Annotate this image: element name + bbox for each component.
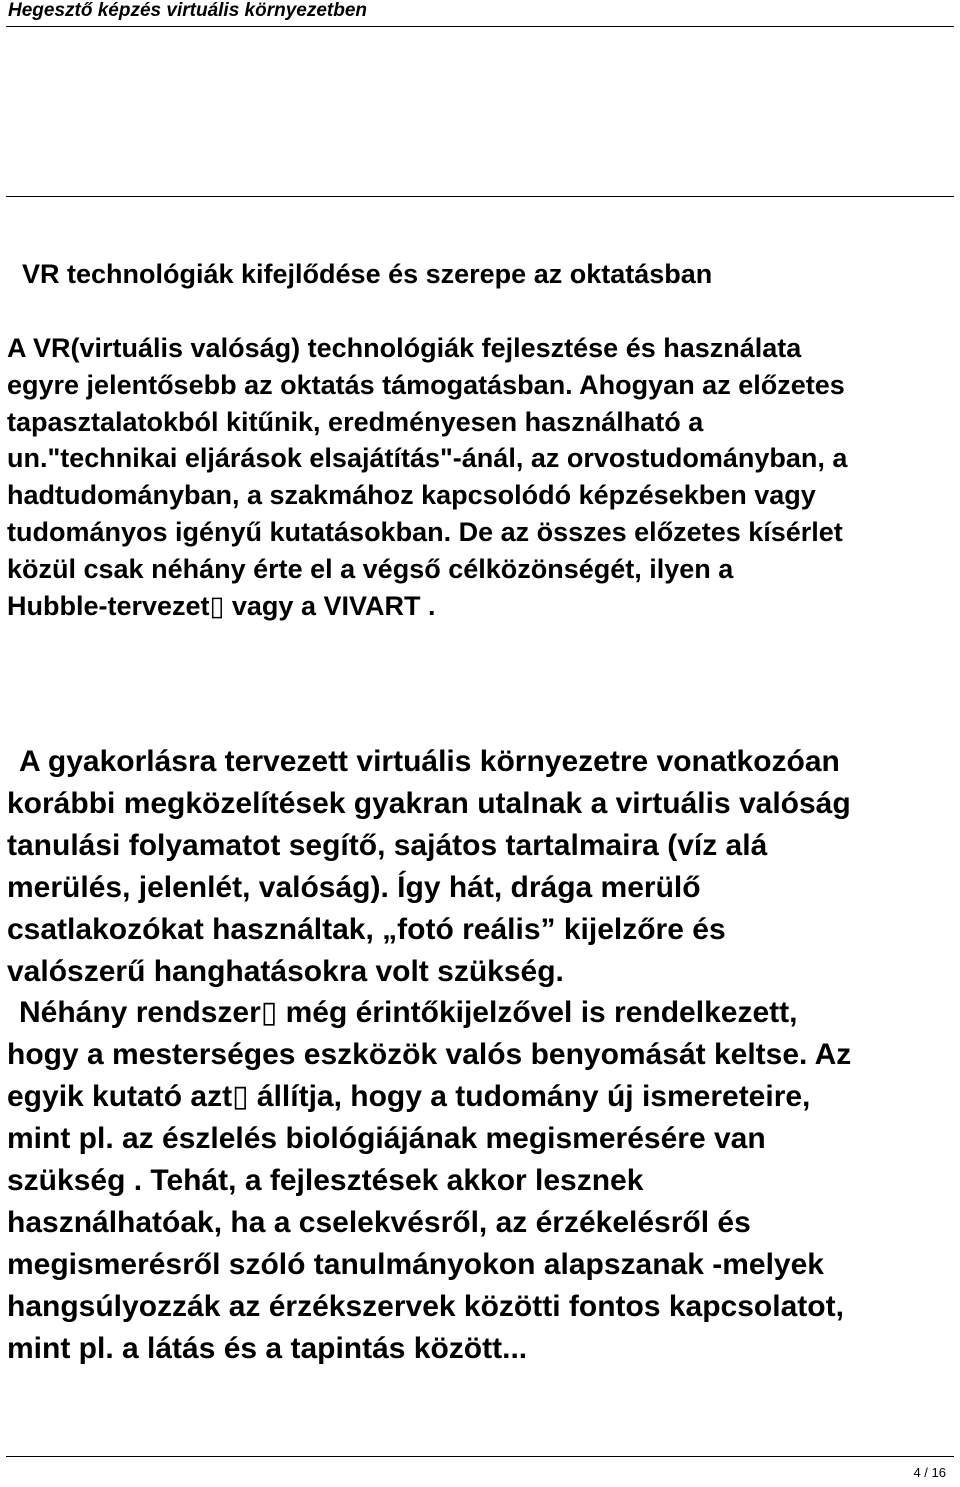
- paragraph-line: megismerésről szóló tanulmányokon alapszanak -melyek: [7, 1247, 824, 1281]
- document-header-title: Hegesztő képzés virtuális környezetben: [8, 0, 368, 21]
- paragraph-line: A gyakorlásra tervezett virtuális környezetre vonatkozóan: [19, 745, 840, 778]
- paragraph-line: tapasztalatokból kitűnik, eredményesen használható a: [7, 406, 704, 437]
- paragraph-line: merülés, jelenlét, valóság). Így hát, drága merülő: [7, 870, 701, 904]
- paragraph-line: tanulási folyamatot segítő, sajátos tartalmaira (víz alá: [7, 828, 768, 862]
- paragraph-line: közül csak néhány érte el a végső célközönségét, ilyen a: [7, 553, 734, 584]
- paragraph-line: csatlakozókat használtak, „fotó reális” kijelzőre és: [7, 912, 726, 946]
- footer-divider: [6, 1456, 954, 1457]
- paragraph-line: egyre jelentősebb az oktatás támogatásban. Ahogyan az előzetes: [7, 369, 845, 400]
- page-number: 4 / 16: [913, 1465, 946, 1480]
- paragraph-line: hogy a mesterséges eszközök valós benyomását keltse. Az: [7, 1038, 852, 1072]
- paragraph-intro: [7, 330, 957, 624]
- paragraph-line: mint pl. az észlelés biológiájának megismerésére van: [7, 1122, 766, 1156]
- header-divider: [6, 26, 954, 27]
- paragraph-line: valószerű hanghatásokra volt szükség.: [7, 954, 564, 988]
- paragraph-line: hangsúlyozzák az érzékszervek közötti fontos kapcsolatot,: [7, 1289, 844, 1323]
- paragraph-line: korábbi megközelítések gyakran utalnak a virtuális valóság: [7, 786, 851, 820]
- paragraph-line: Hubble-tervezet▯ vagy a VIVART .: [7, 590, 436, 621]
- paragraph-line: egyik kutató azt▯ állítja, hogy a tudomány új ismereteire,: [7, 1080, 811, 1114]
- paragraph-line: használhatóak, ha a cselekvésről, az érzékelésről és: [7, 1205, 751, 1239]
- paragraph-main: [7, 741, 957, 1370]
- paragraph-line: mint pl. a látás és a tapintás között...: [7, 1331, 528, 1365]
- paragraph-line: Néhány rendszer▯ még érintőkijelzővel is rendelkezett,: [19, 996, 798, 1030]
- paragraph-line: A VR(virtuális valóság) technológiák fejlesztése és használata: [7, 333, 802, 363]
- paragraph-line: tudományos igényű kutatásokban. De az összes előzetes kísérlet: [7, 516, 843, 547]
- section-divider: [6, 196, 954, 197]
- section-heading: VR technológiák kifejlődése és szerepe az oktatásban: [22, 259, 713, 289]
- paragraph-line: szükség . Tehát, a fejlesztések akkor lesznek: [7, 1164, 644, 1198]
- paragraph-line: hadtudományban, a szakmához kapcsolódó képzésekben vagy: [7, 480, 816, 511]
- paragraph-line: un."technikai eljárások elsajátítás"-ánál, az orvostudományban, a: [7, 443, 848, 474]
